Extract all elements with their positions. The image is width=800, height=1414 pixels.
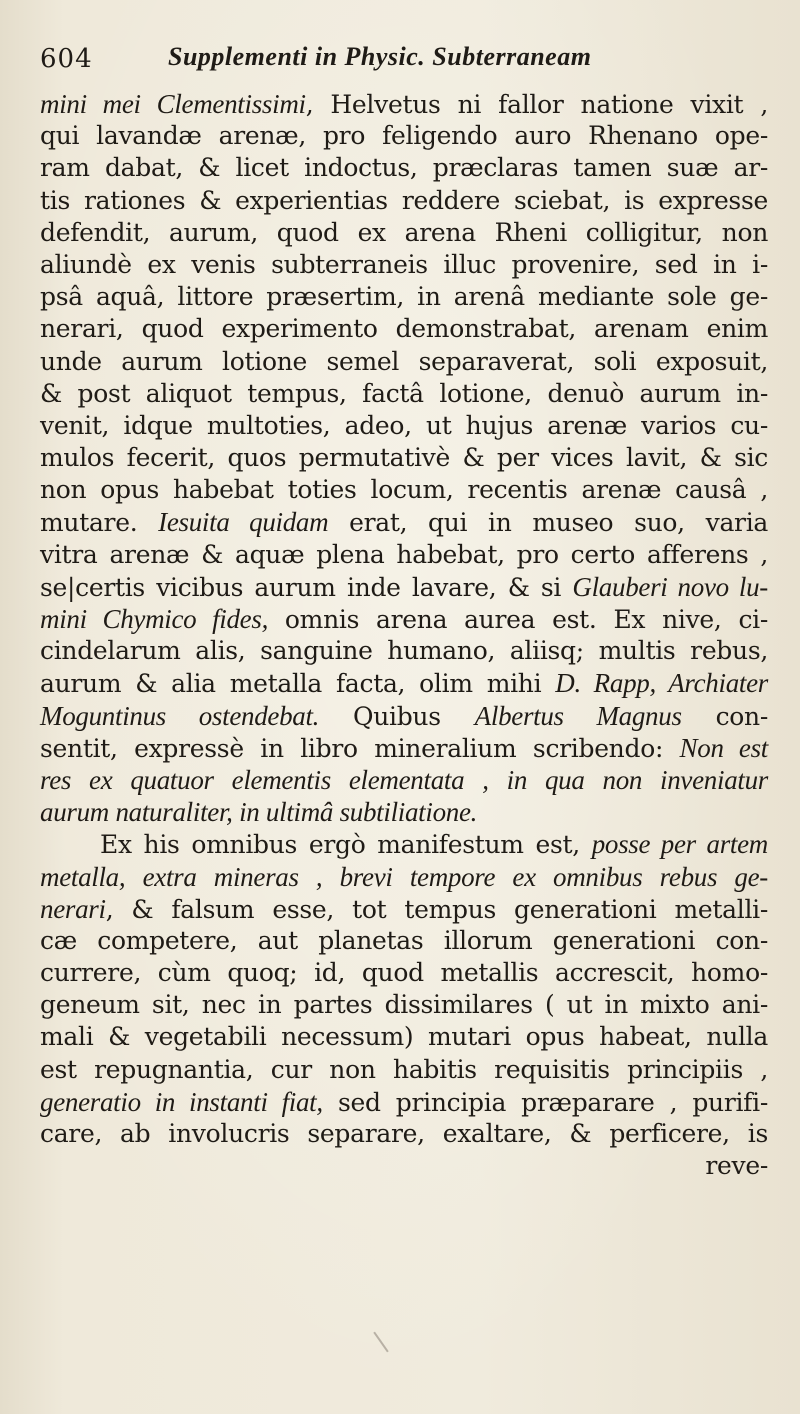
italic-segment: posse per artem <box>591 829 768 860</box>
text-segment: tis rationes & experientias reddere sciebat, is expresse <box>40 185 768 215</box>
text-segment: sentit, expressè in libro mineralium scribendo: <box>40 733 680 763</box>
text-line <box>40 764 768 796</box>
text-line <box>40 120 768 152</box>
text-line <box>40 152 768 184</box>
text-line <box>40 1150 768 1182</box>
text-segment: nerari, quod experimento demonstrabat, arenam enim <box>40 314 768 344</box>
text-line <box>40 1086 768 1118</box>
text-segment: care, ab involucris separare, exaltare, & perficere, is <box>40 1119 768 1148</box>
italic-segment: Non est <box>679 732 768 763</box>
text-segment: est repugnantia, cur non habitis requisitis principiis , <box>40 1054 768 1084</box>
text-segment: erat, qui in museo suo, varia <box>328 508 768 538</box>
text-line <box>40 313 768 345</box>
text-segment: Ex his omnibus ergò manifestum est, <box>100 830 592 860</box>
text-segment: aliundè ex venis subterraneis illuc provenire, sed in i- <box>40 249 768 279</box>
text-segment: sed principia præparare , purifi- <box>322 1087 768 1117</box>
text-segment: mutare. <box>40 508 159 538</box>
text-segment: psâ aquâ, littore præsertim, in arenâ mediante sole ge- <box>40 282 768 312</box>
text-line <box>40 861 768 893</box>
italic-segment: Moguntinus ostendebat. <box>40 700 320 731</box>
italic-segment: mini Chymico fides, <box>40 604 269 634</box>
text-line <box>40 281 768 313</box>
text-segment: mulos fecerit, quos permutativè & per vices lavit, & sic <box>40 443 768 473</box>
text-line <box>40 474 768 506</box>
italic-segment: nerari <box>40 893 106 924</box>
text-line <box>40 185 768 217</box>
text-line <box>40 539 768 571</box>
text-segment: & post aliquot tempus, factâ lotione, denuò aurum in- <box>40 378 768 408</box>
body-text <box>40 88 768 1182</box>
text-segment: cæ competere, aut planetas illorum generationi con- <box>40 925 768 955</box>
page-header <box>40 38 780 78</box>
text-segment: defendit, aurum, quod ex arena Rheni colligitur, non <box>40 217 768 247</box>
italic-segment: Albertus Magnus <box>474 700 682 731</box>
text-line <box>40 378 768 410</box>
text-segment: reve- <box>705 1151 768 1181</box>
text-line <box>40 1118 768 1150</box>
italic-segment: Iesuita quidam <box>158 507 329 538</box>
text-line <box>40 700 768 732</box>
text-line <box>40 249 768 281</box>
text-segment: venit, idque multoties, adeo, ut hujus arenæ varios cu- <box>40 410 768 440</box>
text-line <box>40 571 768 603</box>
text-segment: geneum sit, nec in partes dissimilares ( ut in mixto ani- <box>40 990 768 1020</box>
text-line <box>40 442 768 474</box>
italic-segment: D. Rapp, Archiater <box>555 668 768 699</box>
italic-segment: metalla, extra mineras , brevi tempore ex omnibus rebus ge- <box>40 861 768 892</box>
text-segment: mali & vegetabili necessum) mutari opus habeat, nulla <box>40 1022 768 1052</box>
italic-segment: aurum naturaliter, in ultimâ subtiliatione. <box>40 797 478 828</box>
text-line <box>40 796 768 828</box>
text-segment: , Helvetus ni fallor natione vixit , <box>305 90 768 119</box>
italic-segment: mini mei Clementissimi <box>40 89 306 119</box>
text-line <box>40 925 768 957</box>
italic-segment: generatio in instanti fiat, <box>40 1086 323 1117</box>
text-segment: non opus habebat toties locum, recentis arenæ causâ , <box>40 475 768 505</box>
running-head: Supplementi in Physic. Subterraneam <box>168 42 592 71</box>
text-segment: Quibus <box>319 701 475 731</box>
text-segment: qui lavandæ arenæ, pro feligendo auro Rhenano ope- <box>40 121 768 151</box>
text-segment: unde aurum lotione semel separaverat, soli exposuit, <box>40 346 768 376</box>
text-line <box>40 217 768 249</box>
paper-mark <box>373 1332 388 1353</box>
text-segment: aurum & alia metalla facta, olim mihi <box>40 669 556 699</box>
text-line <box>40 828 768 860</box>
text-line <box>40 957 768 989</box>
text-line <box>40 506 768 538</box>
text-line <box>40 88 768 120</box>
text-segment: currere, cùm quoq; id, quod metallis accrescit, homo- <box>40 958 768 988</box>
text-segment: ram dabat, & licet indoctus, præclaras tamen suæ ar- <box>40 153 768 183</box>
italic-segment: Glauberi novo lu- <box>572 571 769 602</box>
text-segment: , & falsum esse, tot tempus generationi metalli- <box>105 894 768 924</box>
text-line <box>40 346 768 378</box>
text-line <box>40 989 768 1021</box>
text-line <box>40 635 768 667</box>
text-line <box>40 410 768 442</box>
text-segment: omnis arena aurea est. Ex nive, ci- <box>268 605 768 634</box>
text-segment: se|certis vicibus aurum inde lavare, & si <box>40 572 573 602</box>
text-line <box>40 1054 768 1086</box>
text-segment: cindelarum alis, sanguine humano, aliisq; multis rebus, <box>40 636 768 666</box>
page-number: 604 <box>40 44 93 74</box>
text-line <box>40 667 768 699</box>
text-line <box>40 1021 768 1053</box>
text-line <box>40 893 768 925</box>
text-line <box>40 603 768 635</box>
text-line <box>40 732 768 764</box>
italic-segment: res ex quatuor elementis elementata , in qua non inveniatur <box>40 764 768 795</box>
text-segment: vitra arenæ & aquæ plena habebat, pro certo afferens , <box>40 539 768 569</box>
text-segment: con- <box>681 701 768 731</box>
